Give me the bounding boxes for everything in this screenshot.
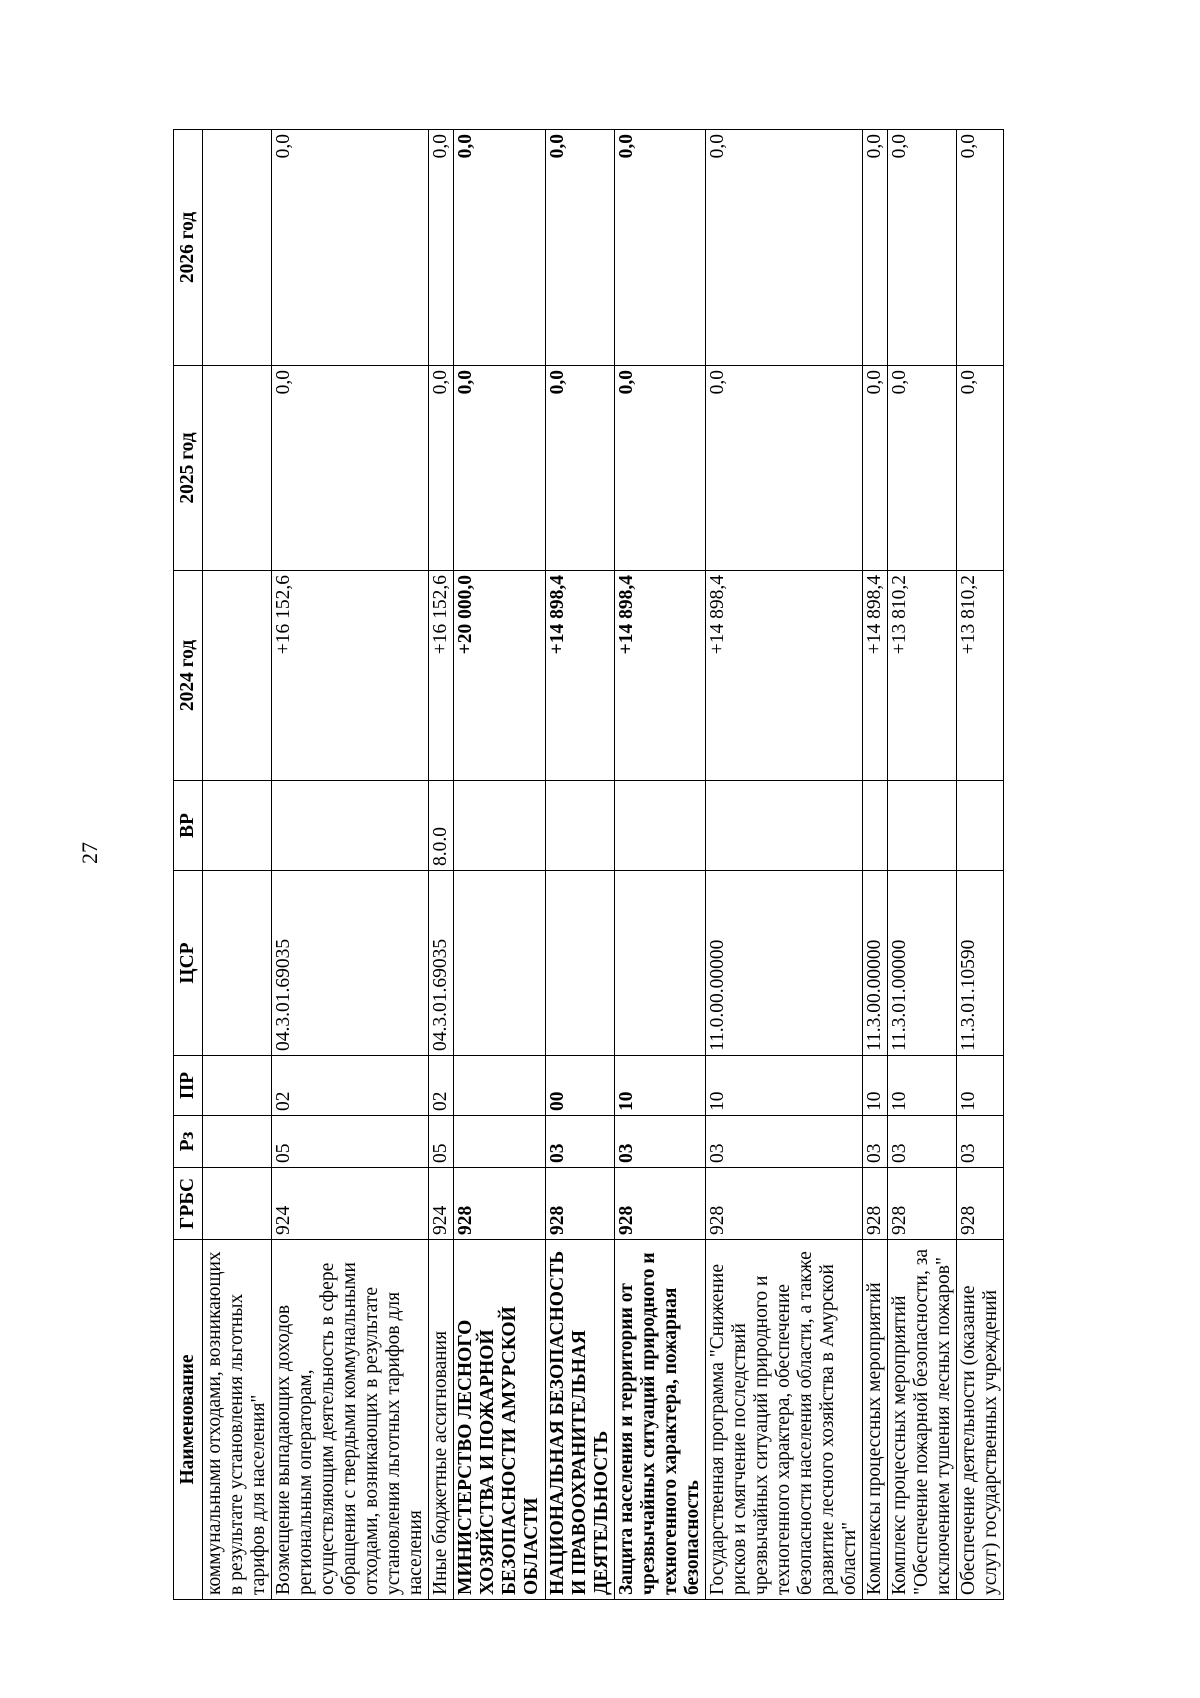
row-rz-cell: 03 <box>705 1116 862 1168</box>
rotated-table-container <box>173 130 1004 1600</box>
row-2025-cell <box>203 366 272 571</box>
row-csr-cell: 11.0.00.00000 <box>705 871 862 1056</box>
row-2024-cell: +13 810,2 <box>957 571 1004 781</box>
row-pr-cell: 02 <box>429 1056 454 1116</box>
row-rz-cell: 05 <box>429 1116 454 1168</box>
table-row <box>203 130 272 1600</box>
header-rz: Рз <box>174 1116 203 1168</box>
row-name-cell: Обеспечение деятельности (оказание услуг) государственных учреждений <box>957 1240 1004 1600</box>
table-row <box>705 130 862 1600</box>
row-csr-cell <box>454 871 545 1056</box>
table-row <box>862 130 887 1600</box>
row-grbs-cell <box>203 1168 272 1240</box>
row-2025-cell: 0,0 <box>862 366 887 571</box>
row-grbs-cell: 928 <box>957 1168 1004 1240</box>
row-pr-cell <box>203 1056 272 1116</box>
row-2025-cell: 0,0 <box>887 366 956 571</box>
row-vr-cell: 8.0.0 <box>429 781 454 871</box>
row-2024-cell <box>203 571 272 781</box>
row-name-cell: Защита населения и территории от чрезвычайных ситуаций природного и техногенного характера, пожарная безопасность <box>614 1240 705 1600</box>
row-rz-cell: 05 <box>272 1116 429 1168</box>
header-name: Наименование <box>174 1240 203 1600</box>
budget-table <box>173 129 1004 1600</box>
row-rz-cell: 03 <box>545 1116 614 1168</box>
table-row <box>614 130 705 1600</box>
header-vr: ВР <box>174 781 203 871</box>
row-csr-cell <box>614 871 705 1056</box>
row-2026-cell: 0,0 <box>957 130 1004 366</box>
row-pr-cell: 10 <box>957 1056 1004 1116</box>
row-grbs-cell: 924 <box>429 1168 454 1240</box>
row-csr-cell: 04.3.01.69035 <box>272 871 429 1056</box>
row-2026-cell: 0,0 <box>545 130 614 366</box>
row-2024-cell: +14 898,4 <box>862 571 887 781</box>
row-csr-cell: 11.3.01.00000 <box>887 871 956 1056</box>
row-pr-cell: 10 <box>887 1056 956 1116</box>
row-name-cell: НАЦИОНАЛЬНАЯ БЕЗОПАСНОСТЬ И ПРАВООХРАНИТЕЛЬНАЯ ДЕЯТЕЛЬНОСТЬ <box>545 1240 614 1600</box>
page-number: 27 <box>77 842 102 864</box>
header-grbs: ГРБС <box>174 1168 203 1240</box>
header-pr: ПР <box>174 1056 203 1116</box>
row-vr-cell <box>454 781 545 871</box>
table-row <box>429 130 454 1600</box>
row-name-cell: Иные бюджетные ассигнования <box>429 1240 454 1600</box>
row-csr-cell: 04.3.01.69035 <box>429 871 454 1056</box>
row-grbs-cell: 928 <box>862 1168 887 1240</box>
row-vr-cell <box>272 781 429 871</box>
row-rz-cell: 03 <box>887 1116 956 1168</box>
row-pr-cell <box>454 1056 545 1116</box>
row-csr-cell <box>203 871 272 1056</box>
row-csr-cell <box>545 871 614 1056</box>
row-name-cell: МИНИСТЕРСТВО ЛЕСНОГО ХОЗЯЙСТВА И ПОЖАРНОЙ БЕЗОПАСНОСТИ АМУРСКОЙ ОБЛАСТИ <box>454 1240 545 1600</box>
row-rz-cell: 03 <box>957 1116 1004 1168</box>
table-row <box>545 130 614 1600</box>
row-2026-cell: 0,0 <box>614 130 705 366</box>
row-vr-cell <box>862 781 887 871</box>
row-2026-cell <box>203 130 272 366</box>
row-2025-cell: 0,0 <box>272 366 429 571</box>
row-2026-cell: 0,0 <box>429 130 454 366</box>
row-rz-cell <box>203 1116 272 1168</box>
row-2024-cell: +20 000,0 <box>454 571 545 781</box>
row-pr-cell: 02 <box>272 1056 429 1116</box>
row-2024-cell: +13 810,2 <box>887 571 956 781</box>
row-2026-cell: 0,0 <box>272 130 429 366</box>
table-row <box>454 130 545 1600</box>
row-name-cell: коммунальными отходами, возникающих в результате установления льготных тарифов для населения" <box>203 1240 272 1600</box>
row-2026-cell: 0,0 <box>705 130 862 366</box>
row-2025-cell: 0,0 <box>614 366 705 571</box>
row-pr-cell: 10 <box>862 1056 887 1116</box>
row-name-cell: Государственная программа "Снижение рисков и смягчение последствий чрезвычайных ситуаций природного и техногенного характера, обеспечение безопасности населения области, а также развитие лесного хозяйства в Амурской области" <box>705 1240 862 1600</box>
row-2025-cell: 0,0 <box>429 366 454 571</box>
row-vr-cell <box>887 781 956 871</box>
row-pr-cell: 10 <box>614 1056 705 1116</box>
header-row <box>174 130 203 1600</box>
header-2025: 2025 год <box>174 366 203 571</box>
row-2024-cell: +14 898,4 <box>705 571 862 781</box>
row-name-cell: Комплексы процессных мероприятий <box>862 1240 887 1600</box>
row-rz-cell: 03 <box>862 1116 887 1168</box>
row-2026-cell: 0,0 <box>862 130 887 366</box>
row-grbs-cell: 924 <box>272 1168 429 1240</box>
row-grbs-cell: 928 <box>614 1168 705 1240</box>
row-2025-cell: 0,0 <box>705 366 862 571</box>
row-name-cell: Комплекс процессных мероприятий "Обеспечение пожарной безопасности, за исключением тушения лесных пожаров" <box>887 1240 956 1600</box>
row-rz-cell: 03 <box>614 1116 705 1168</box>
row-csr-cell: 11.3.01.10590 <box>957 871 1004 1056</box>
row-2025-cell: 0,0 <box>545 366 614 571</box>
header-csr: ЦСР <box>174 871 203 1056</box>
row-name-cell: Возмещение выпадающих доходов региональным операторам, осуществляющим деятельность в сфере обращения с твердыми коммунальными отходами, возникающих в результате установления льготных тарифов для населения <box>272 1240 429 1600</box>
row-grbs-cell: 928 <box>887 1168 956 1240</box>
header-2026: 2026 год <box>174 130 203 366</box>
row-grbs-cell: 928 <box>454 1168 545 1240</box>
row-vr-cell <box>957 781 1004 871</box>
row-vr-cell <box>705 781 862 871</box>
row-pr-cell: 10 <box>705 1056 862 1116</box>
row-2024-cell: +16 152,6 <box>429 571 454 781</box>
row-vr-cell <box>545 781 614 871</box>
table-row <box>272 130 429 1600</box>
row-vr-cell <box>614 781 705 871</box>
table-row <box>957 130 1004 1600</box>
row-2025-cell: 0,0 <box>957 366 1004 571</box>
row-grbs-cell: 928 <box>705 1168 862 1240</box>
row-2025-cell: 0,0 <box>454 366 545 571</box>
row-csr-cell: 11.3.00.00000 <box>862 871 887 1056</box>
row-2024-cell: +14 898,4 <box>614 571 705 781</box>
row-2026-cell: 0,0 <box>454 130 545 366</box>
header-2024: 2024 год <box>174 571 203 781</box>
row-vr-cell <box>203 781 272 871</box>
row-grbs-cell: 928 <box>545 1168 614 1240</box>
row-2024-cell: +14 898,4 <box>545 571 614 781</box>
row-2024-cell: +16 152,6 <box>272 571 429 781</box>
row-rz-cell <box>454 1116 545 1168</box>
table-row <box>887 130 956 1600</box>
row-2026-cell: 0,0 <box>887 130 956 366</box>
row-pr-cell: 00 <box>545 1056 614 1116</box>
